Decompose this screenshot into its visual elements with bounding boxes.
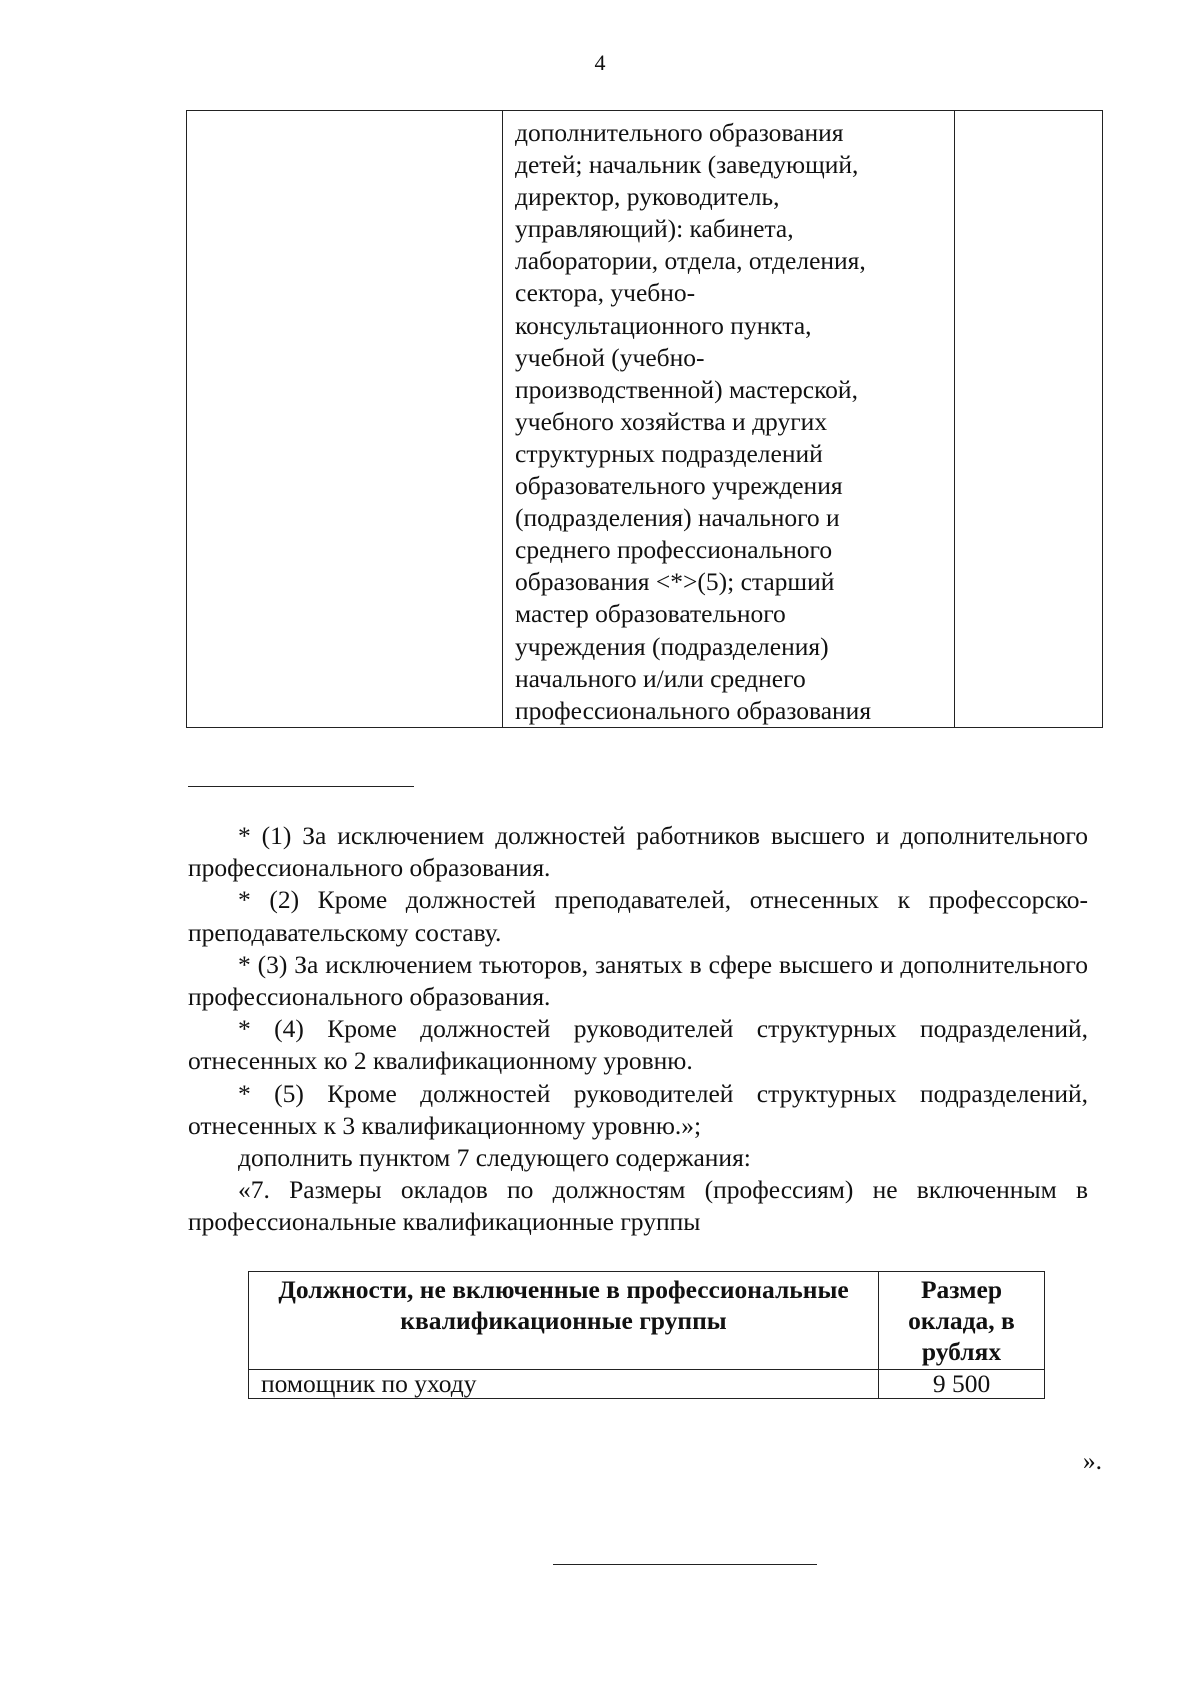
- positions-text-line: учебного хозяйства и других: [515, 406, 828, 436]
- cell-position: помощник по уходу: [249, 1370, 879, 1399]
- positions-text-line: сектора, учебно-: [515, 278, 696, 308]
- table-header-row: [249, 1272, 1045, 1370]
- amendment-intro: дополнить пунктом 7 следующего содержания:: [238, 1143, 751, 1173]
- table-row: [249, 1370, 1045, 1399]
- table-cell-group: [187, 111, 503, 728]
- footnote-separator: [188, 786, 414, 787]
- positions-text-line: учебной (учебно-: [515, 342, 705, 372]
- positions-text-line: начального и/или среднего: [515, 663, 806, 693]
- footnote-5: * (5) Кроме должностей руководителей структурных подразделений, отнесенных к 3 квалификационному уровню.»;: [188, 1078, 1088, 1140]
- footnote-1: * (1) За исключением должностей работников высшего и дополнительного профессионального образования.: [188, 821, 1088, 883]
- footnote-3: * (3) За исключением тьюторов, занятых в сфере высшего и дополнительного профессионального образования.: [188, 949, 1088, 1012]
- page-number: 4: [594, 50, 606, 75]
- positions-text: [503, 111, 954, 727]
- table-row: [187, 111, 1103, 728]
- table-cell-level: [955, 111, 1103, 728]
- positions-text-line: структурных подразделений: [515, 438, 823, 468]
- table-cell-positions: [503, 111, 955, 728]
- positions-text-line: образования <*>(5); старший: [515, 567, 835, 597]
- positions-text-line: детей; начальник (заведующий,: [515, 150, 859, 180]
- closing-quote-mark: ».: [1082, 1446, 1102, 1475]
- salary-table: [248, 1271, 1045, 1399]
- positions-text-line: директор, руководитель,: [515, 182, 780, 212]
- end-separator: [553, 1564, 817, 1565]
- positions-text-line: образовательного учреждения: [515, 471, 843, 501]
- positions-text-line: учреждения (подразделения): [515, 631, 829, 661]
- positions-text-line: мастер образовательного: [515, 599, 786, 629]
- cell-salary: 9 500: [879, 1370, 1045, 1399]
- positions-text-line: (подразделения) начального и: [515, 503, 840, 533]
- positions-text-line: дополнительного образования: [515, 118, 844, 147]
- positions-text-line: лаборатории, отдела, отделения,: [515, 246, 866, 276]
- footnotes-section: [188, 820, 1088, 1239]
- positions-text-line: управляющий): кабинета,: [515, 214, 794, 244]
- positions-text-line: консультационного пункта,: [515, 310, 812, 340]
- header-salary: Размер оклада, в рублях: [879, 1272, 1045, 1370]
- continued-positions-table: [186, 110, 1103, 728]
- footnote-4: * (4) Кроме должностей руководителей структурных подразделений, отнесенных ко 2 квалификационному уровню.: [188, 1014, 1088, 1076]
- footnote-2: * (2) Кроме должностей преподавателей, отнесенных к профессорско-преподавательскому составу.: [188, 885, 1088, 947]
- header-position: Должности, не включенные в профессиональные квалификационные группы: [249, 1272, 879, 1370]
- positions-text-line: профессионального образования: [515, 695, 872, 725]
- amendment-item: «7. Размеры окладов по должностям (профессиям) не включенным в профессиональные квалификационные группы: [188, 1175, 1088, 1237]
- positions-text-line: производственной) мастерской,: [515, 374, 858, 404]
- positions-text-line: среднего профессионального: [515, 535, 833, 565]
